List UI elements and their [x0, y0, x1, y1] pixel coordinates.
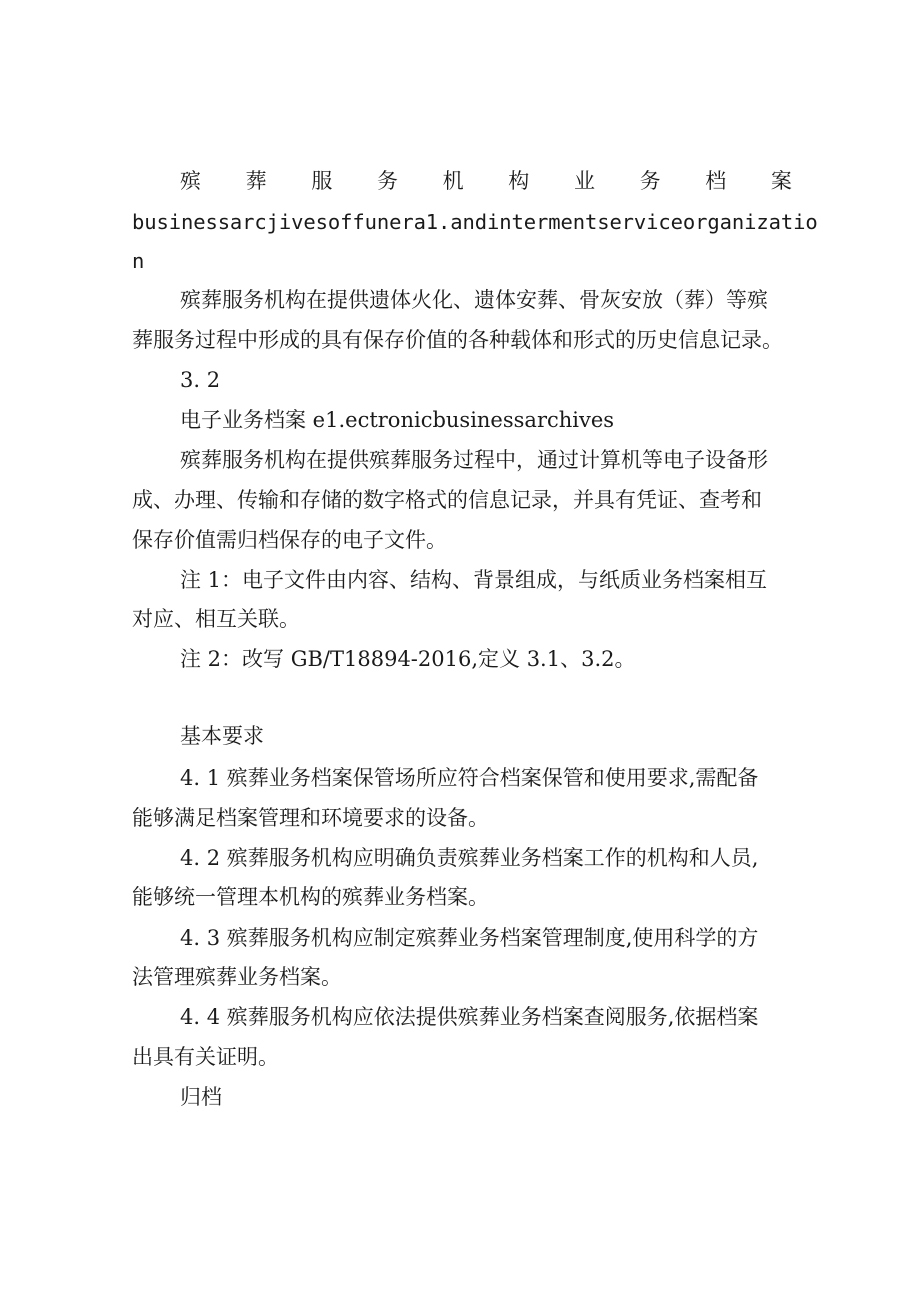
- item-4-4: 4. 4 殡葬服务机构应依法提供殡葬业务档案查阅服务,依据档案: [180, 1005, 759, 1029]
- term-3-2-definition: 殡葬服务机构在提供殡葬服务过程中，通过计算机等电子设备形: [180, 448, 768, 472]
- term-3-2-definition-cont: 保存价值需归档保存的电子文件。: [132, 528, 447, 552]
- term-3-1-english: businessarcjivesoffunera1.andintermentserviceorganizatio: [132, 210, 818, 234]
- term-3-1-definition-cont: 葬服务过程中形成的具有保存价值的各种载体和形式的历史信息记录。: [132, 328, 783, 352]
- note-2: 注 2：改写 GB/T18894-2016,定义 3.1、3.2。: [180, 647, 636, 671]
- section-5-heading: 归档: [180, 1085, 222, 1109]
- item-4-1-cont: 能够满足档案管理和环境要求的设备。: [132, 806, 489, 830]
- term-3-1-definition: 殡葬服务机构在提供遗体火化、遗体安葬、骨灰安放（葬）等殡: [180, 288, 768, 312]
- note-1-cont: 对应、相互关联。: [132, 607, 300, 631]
- title-char: 构: [508, 169, 530, 193]
- item-4-4-cont: 出具有关证明。: [132, 1045, 279, 1069]
- title-char: 服: [311, 169, 333, 193]
- term-3-1-title: [180, 168, 792, 194]
- item-4-3: 4. 3 殡葬服务机构应制定殡葬业务档案管理制度,使用科学的方: [180, 926, 759, 950]
- title-char: 案: [770, 169, 792, 193]
- title-char: 务: [376, 169, 398, 193]
- title-char: 务: [639, 169, 661, 193]
- item-4-2: 4. 2 殡葬服务机构应明确负责殡葬业务档案工作的机构和人员,: [180, 846, 759, 870]
- term-3-1-english-cont: n: [132, 249, 145, 273]
- title-char: 业: [573, 169, 595, 193]
- term-3-2-number: 3. 2: [180, 368, 221, 392]
- title-char: 档: [705, 169, 727, 193]
- term-3-2-title: 电子业务档案 e1.ectronicbusinessarchives: [180, 408, 615, 432]
- term-3-2-definition-cont: 成、办理、传输和存储的数字格式的信息记录，并具有凭证、查考和: [132, 488, 762, 512]
- item-4-3-cont: 法管理殡葬业务档案。: [132, 965, 342, 989]
- title-char: 葬: [245, 169, 267, 193]
- title-char: 殡: [180, 169, 201, 193]
- item-4-2-cont: 能够统一管理本机构的殡葬业务档案。: [132, 885, 489, 909]
- item-4-1: 4. 1 殡葬业务档案保管场所应符合档案保管和使用要求,需配备: [180, 766, 759, 790]
- note-1: 注 1：电子文件由内容、结构、背景组成，与纸质业务档案相互: [180, 568, 768, 592]
- section-4-heading: 基本要求: [180, 724, 264, 748]
- title-char: 机: [442, 169, 464, 193]
